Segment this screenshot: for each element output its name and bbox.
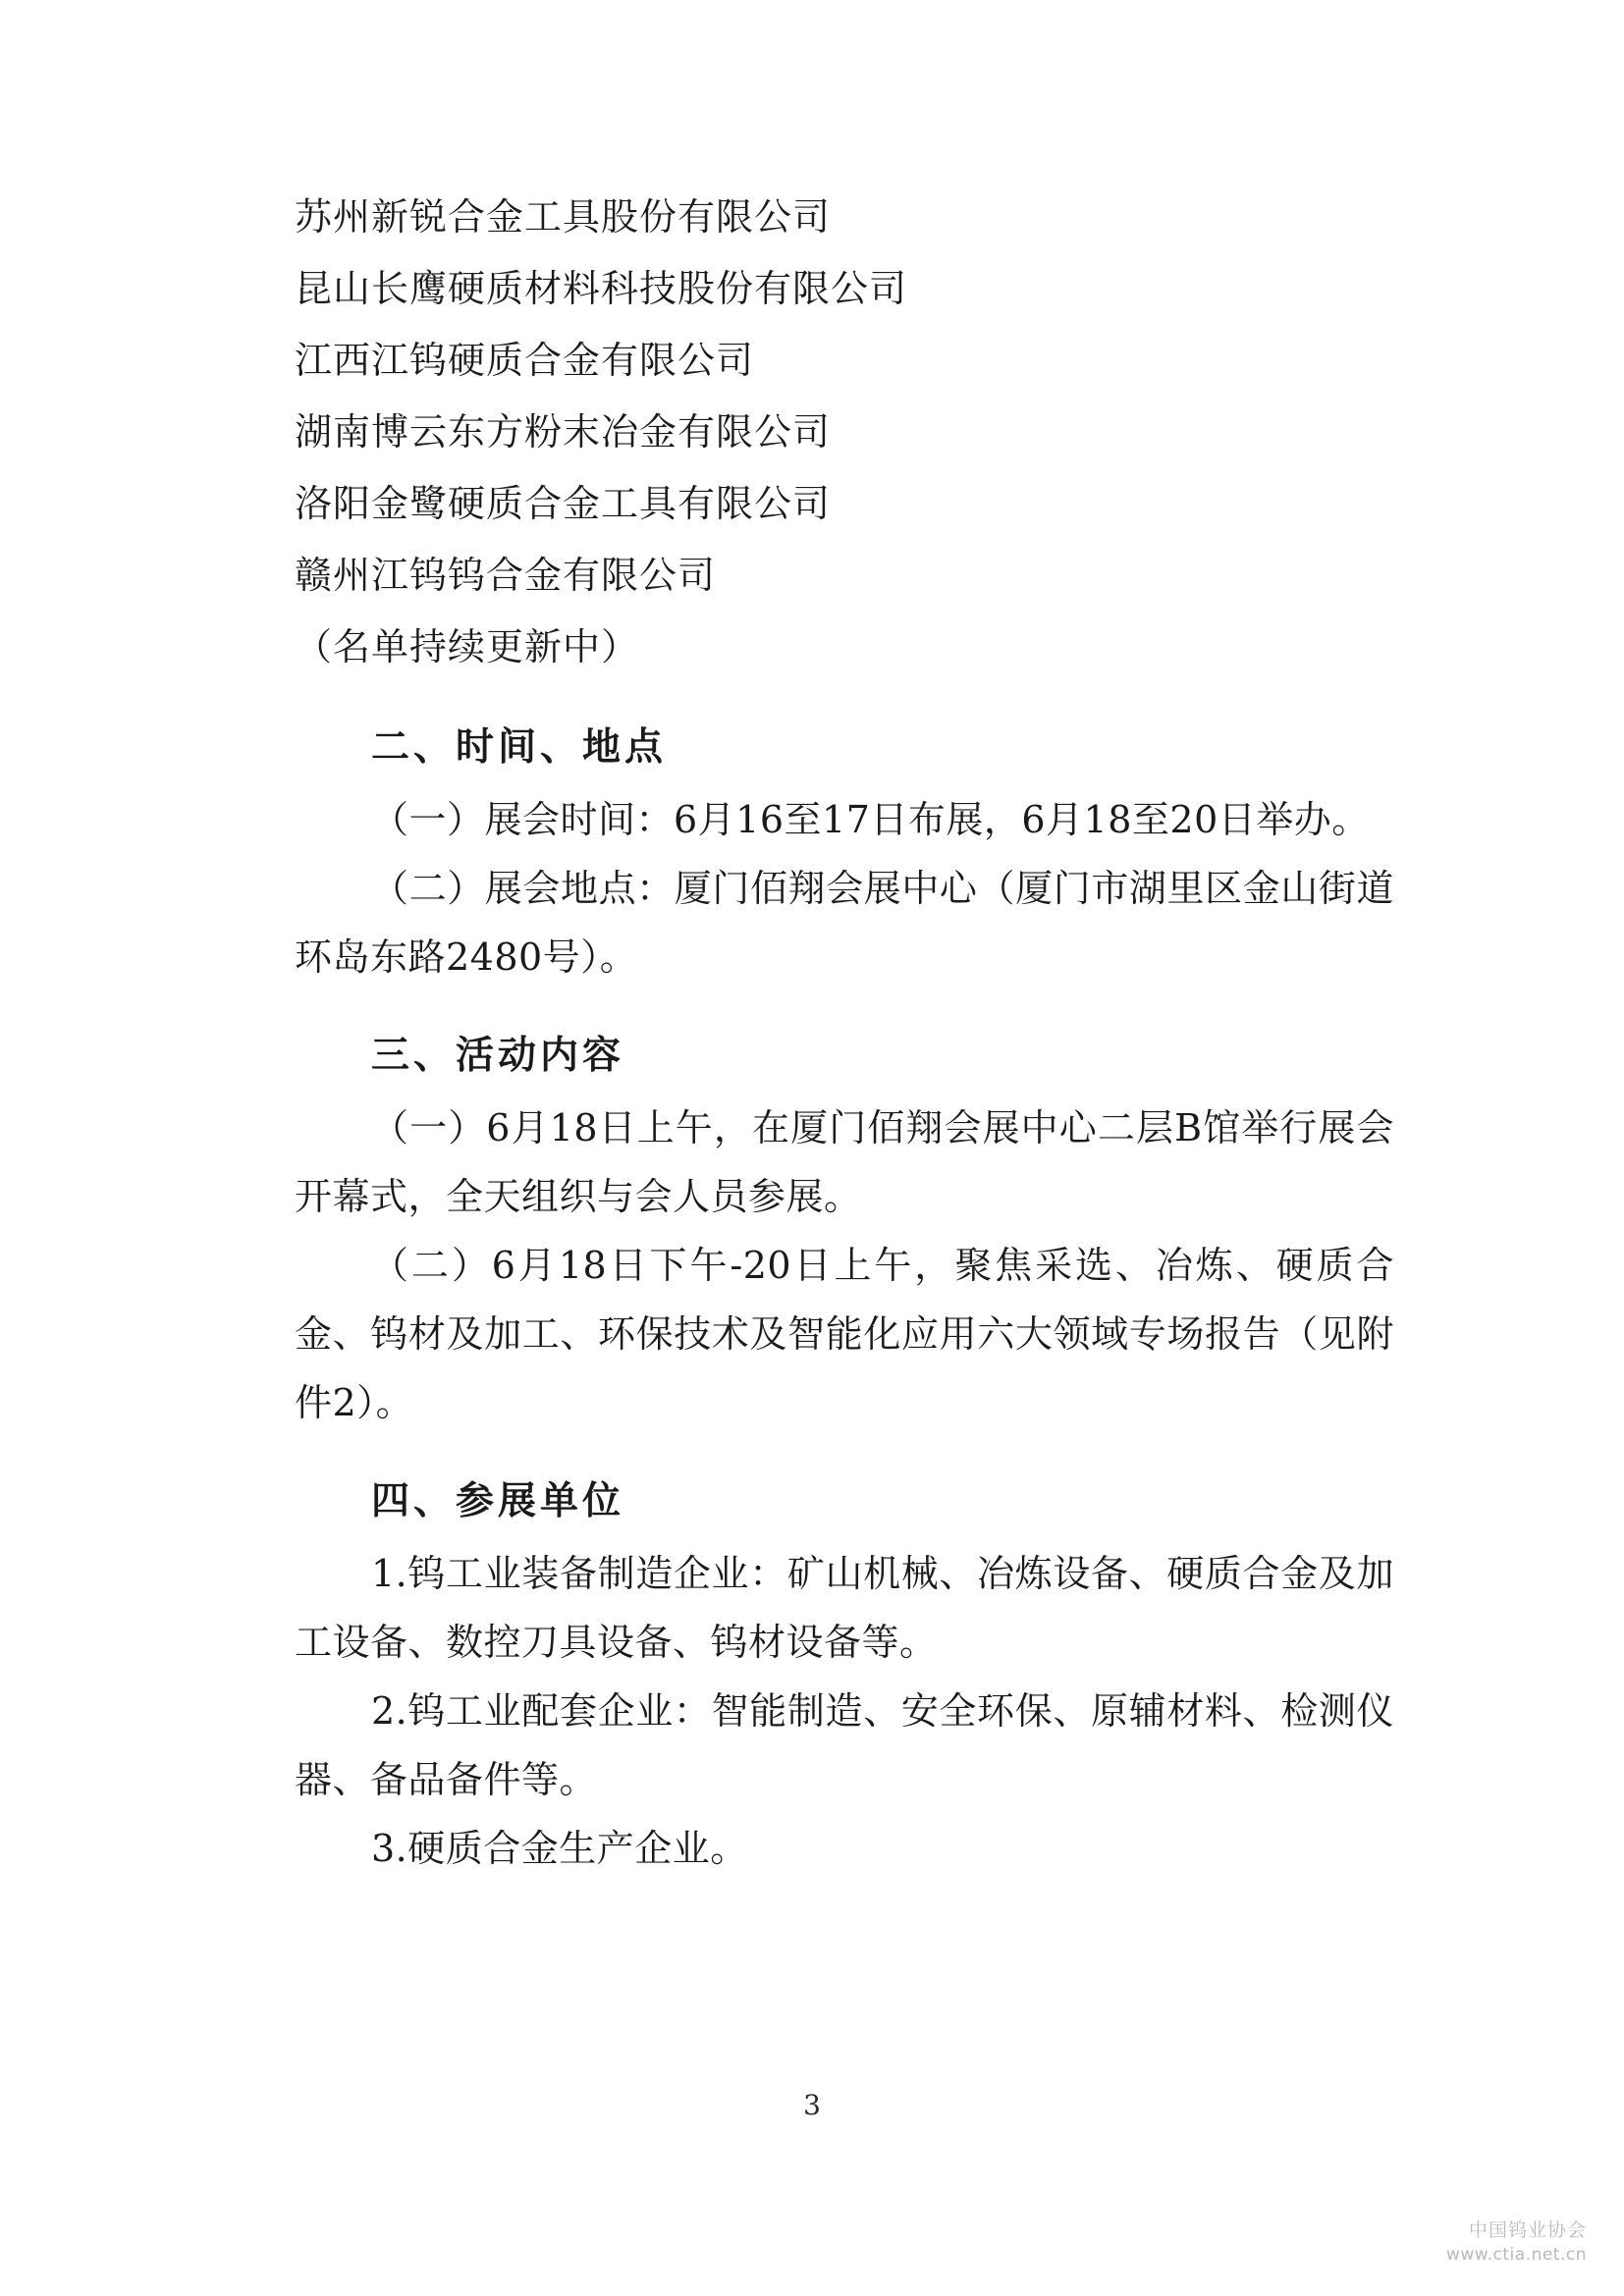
section-heading-time-place: 二、时间、地点 xyxy=(371,725,668,770)
page-content xyxy=(295,182,1394,1883)
paragraph-equipment-manufacturers: 1.钨工业装备制造企业：矿山机械、冶炼设备、硬质合金及加工设备、数控刀具设备、钨材设备等。 xyxy=(295,1552,1394,1664)
list-update-note: （名单持续更新中） xyxy=(295,625,640,668)
watermark-url: www.ctia.net.cn xyxy=(1445,2245,1587,2266)
list-item: 赣州江钨钨合金有限公司 xyxy=(295,554,717,597)
list-item: 昆山长鹰硬质材料科技股份有限公司 xyxy=(295,267,908,310)
paragraph-exhibition-time: （一）展会时间：6月16至17日布展，6月18至20日举办。 xyxy=(371,798,1370,841)
paragraph-carbide-producers: 3.硬质合金生产企业。 xyxy=(371,1827,748,1870)
paragraph-exhibition-place: （二）展会地点：厦门佰翔会展中心（厦门市湖里区金山街道环岛东路2480号）。 xyxy=(295,867,1394,979)
list-item: 苏州新锐合金工具股份有限公司 xyxy=(295,195,832,239)
list-item: 洛阳金鹭硬质合金工具有限公司 xyxy=(295,482,832,525)
watermark xyxy=(1446,2218,1587,2267)
company-list xyxy=(295,182,1394,612)
paragraph-opening-ceremony: （一）6月18日上午，在厦门佰翔会展中心二层B馆举行展会开幕式，全天组织与会人员参展。 xyxy=(295,1106,1394,1218)
list-item: 湖南博云东方粉末冶金有限公司 xyxy=(295,410,832,454)
paragraph-special-reports: （二）6月18日下午-20日上午，聚焦采选、冶炼、硬质合金、钨材及加工、环保技术及智能化应用六大领域专场报告（见附件2）。 xyxy=(295,1244,1394,1424)
page-number: 3 xyxy=(803,2089,821,2121)
paragraph-supporting-enterprises: 2.钨工业配套企业：智能制造、安全环保、原辅材料、检测仪器、备品备件等。 xyxy=(295,1689,1394,1801)
watermark-organization: 中国钨业协会 xyxy=(1468,2219,1587,2242)
list-item: 江西江钨硬质合金有限公司 xyxy=(295,339,755,382)
section-heading-exhibitors: 四、参展单位 xyxy=(371,1479,625,1523)
section-heading-activities: 三、活动内容 xyxy=(371,1034,625,1078)
